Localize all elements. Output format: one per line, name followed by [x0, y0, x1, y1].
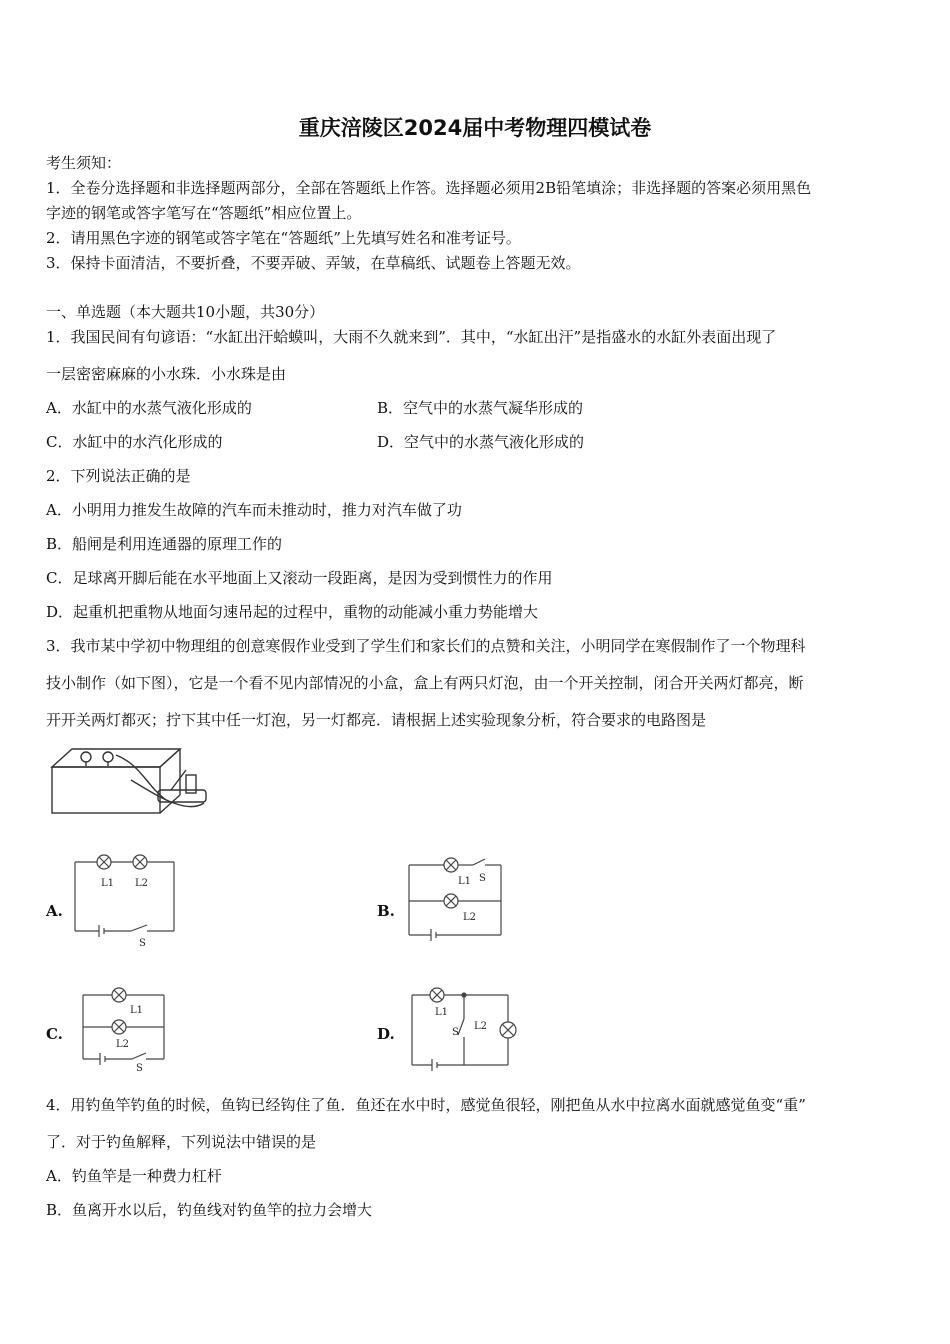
q3-option-d[interactable]: D. [377, 1025, 395, 1043]
label-s: S [479, 873, 486, 884]
label-l2: L2 [116, 1039, 130, 1050]
label-l1: L1 [130, 1005, 144, 1016]
notice-item: 3．保持卡面清洁，不要折叠，不要弄破、弄皱，在草稿纸、试题卷上答题无效。 [46, 254, 581, 272]
q4-option-a[interactable]: A．钓鱼竿是一种费力杠杆 [46, 1167, 222, 1185]
circuit-d [408, 985, 526, 1073]
question-3-stem: 开开关两灯都灭；拧下其中任一灯泡，另一灯都亮．请根据上述实验现象分析，符合要求的电路图是 [46, 711, 707, 729]
notice-item: 2．请用黑色字迹的钢笔或答字笔在“答题纸”上先填写姓名和准考证号。 [46, 229, 521, 247]
question-1-stem: 1．我国民间有句谚语：“水缸出汗蛤蟆叫，大雨不久就来到”．其中，“水缸出汗”是指盛水的水缸外表面出现了 [46, 328, 777, 346]
label-l2: L2 [474, 1021, 488, 1032]
page-title: 重庆涪陵区2024届中考物理四模试卷 [298, 116, 652, 140]
label-l2: L2 [135, 878, 149, 889]
label-l2: L2 [463, 912, 477, 923]
section-heading: 一、单选题（本大题共10小题，共30分） [46, 303, 325, 321]
label-s: S [139, 938, 146, 949]
q2-option-b[interactable]: B．船闸是利用连通器的原理工作的 [46, 535, 283, 553]
question-4-stem: 了．对于钓鱼解释，下列说法中错误的是 [46, 1133, 317, 1151]
q1-option-a[interactable]: A．水缸中的水蒸气液化形成的 [46, 399, 252, 417]
notice-item: 1．全卷分选择题和非选择题两部分，全部在答题纸上作答。选择题必须用2B铅笔填涂；非选择题的答案必须用黑色 [46, 179, 812, 197]
q2-option-c[interactable]: C．足球离开脚后能在水平地面上又滚动一段距离，是因为受到惯性力的作用 [46, 569, 553, 587]
q1-option-b[interactable]: B．空气中的水蒸气凝华形成的 [377, 399, 584, 417]
q3-option-c[interactable]: C. [46, 1025, 63, 1043]
question-2-stem: 2．下列说法正确的是 [46, 467, 191, 485]
label-l1: L1 [435, 1007, 449, 1018]
q1-option-c[interactable]: C．水缸中的水汽化形成的 [46, 433, 223, 451]
question-3-stem: 3．我市某中学初中物理组的创意寒假作业受到了学生们和家长们的点赞和关注，小明同学在寒假制作了一个物理科 [46, 637, 806, 655]
label-l1: L1 [458, 876, 472, 887]
circuit-c [80, 985, 170, 1073]
circuit-b [405, 853, 505, 948]
label-l1: L1 [101, 878, 115, 889]
q1-option-d[interactable]: D．空气中的水蒸气液化形成的 [377, 433, 585, 451]
label-s: S [452, 1027, 459, 1038]
question-1-stem: 一层密密麻麻的小水珠．小水珠是由 [46, 365, 287, 383]
q2-option-d[interactable]: D．起重机把重物从地面匀速吊起的过程中，重物的动能减小重力势能增大 [46, 603, 539, 621]
q4-option-b[interactable]: B．鱼离开水以后，钓鱼线对钓鱼竿的拉力会增大 [46, 1201, 373, 1219]
circuit-a [75, 853, 185, 948]
q3-option-b[interactable]: B. [377, 902, 395, 920]
question-3-stem: 技小制作（如下图），它是一个看不见内部情况的小盒，盒上有两只灯泡，由一个开关控制，闭合开关两灯都亮，断 [46, 674, 804, 692]
label-s: S [136, 1063, 143, 1074]
question-4-stem: 4．用钓鱼竿钓鱼的时候，鱼钩已经钩住了鱼．鱼还在水中时，感觉鱼很轻，刚把鱼从水中拉离水面就感觉鱼变“重” [46, 1096, 806, 1114]
notice-heading: 考生须知： [46, 154, 122, 172]
q3-option-a[interactable]: A. [46, 902, 63, 920]
notice-item: 字迹的钢笔或答字笔写在“答题纸”相应位置上。 [46, 204, 362, 222]
box-device-illustration [46, 745, 216, 820]
q2-option-a[interactable]: A．小明用力推发生故障的汽车而未推动时，推力对汽车做了功 [46, 501, 462, 519]
